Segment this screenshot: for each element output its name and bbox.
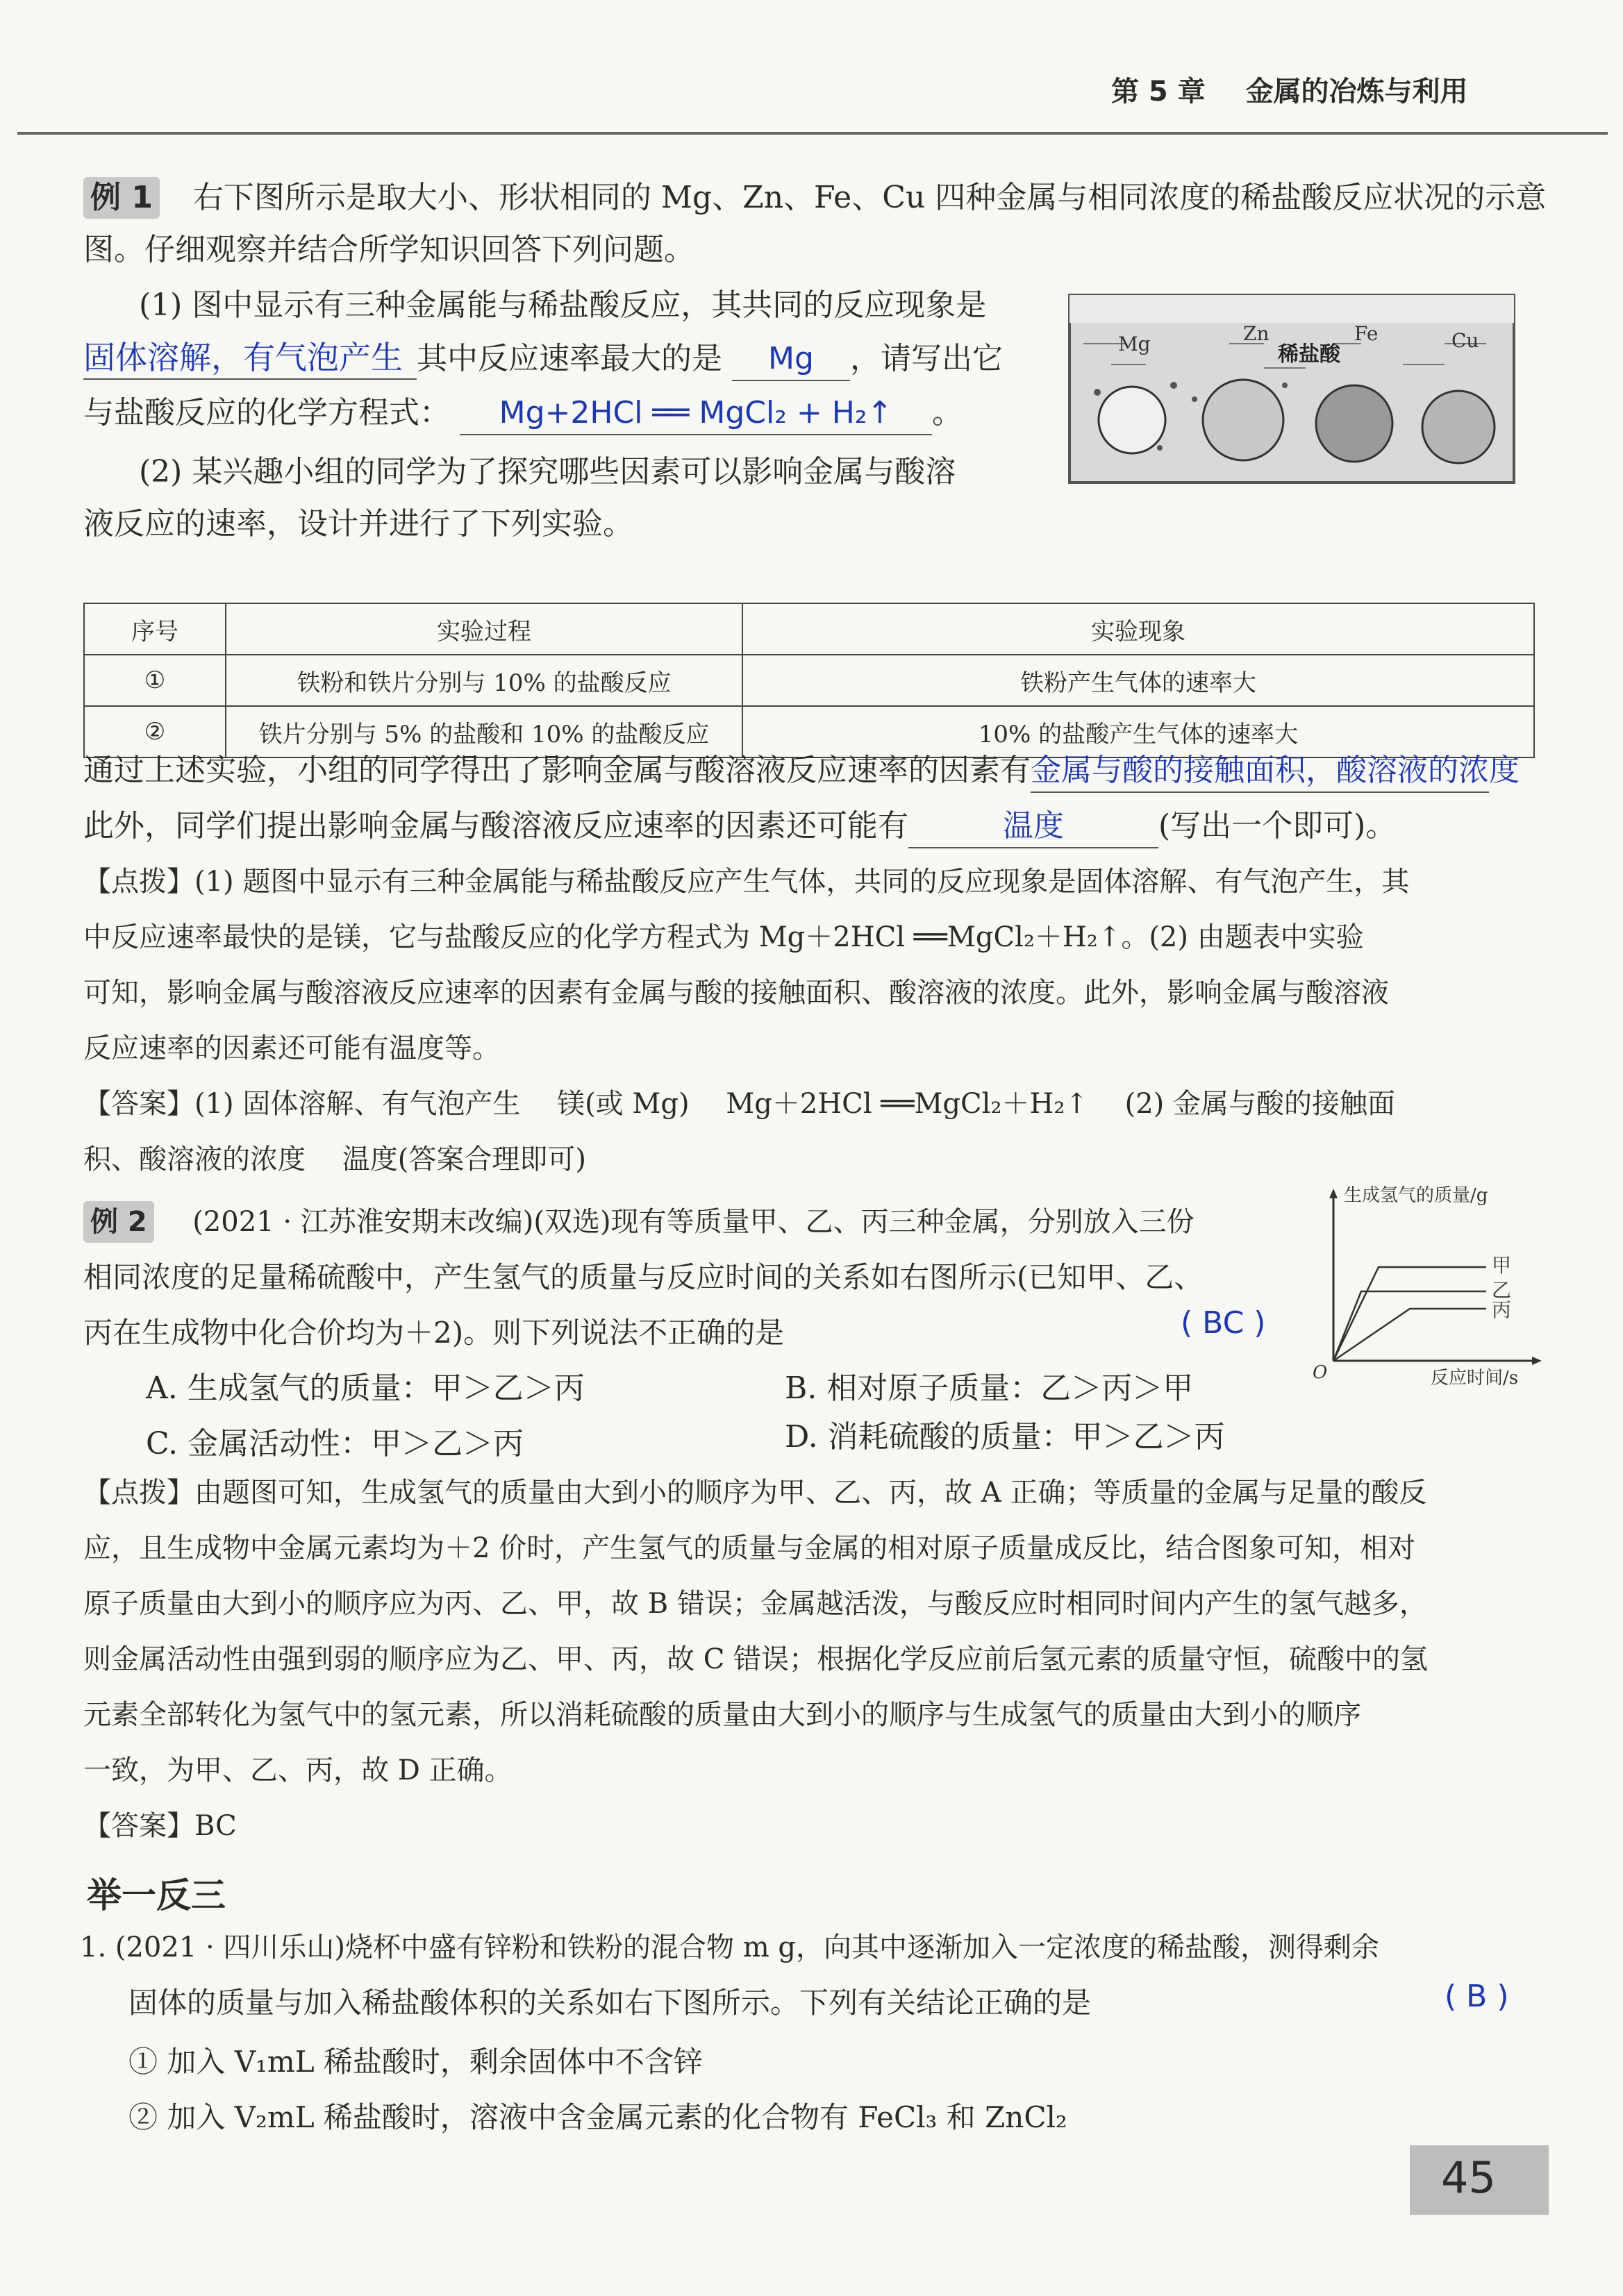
table-header: 序号 xyxy=(84,603,226,655)
ex1-q1-text4: 与盐酸反应的化学方程式： xyxy=(83,395,450,430)
series-bing-label: 丙 xyxy=(1492,1298,1512,1321)
x-axis-arrow-icon xyxy=(1532,1357,1542,1365)
ex1-answer-factors: 金属与酸的接触面积，酸溶液的浓度 xyxy=(1031,750,1489,793)
practice-q1-line1: 1. (2021 · 四川乐山)烧杯中盛有锌粉和铁粉的混合物 m g，向其中逐渐加入一定浓度的稀盐酸，测得剩余 xyxy=(80,1932,1379,1963)
table-header: 实验现象 xyxy=(742,603,1534,655)
ex1-intro1: 右下图所示是取大小、形状相同的 Mg、Zn、Fe、Cu 四种金属与相同浓度的稀盐酸反应状况的示意 xyxy=(192,180,1547,215)
graph-ylabel: 生成氢气的质量/g xyxy=(1344,1185,1488,1206)
experiment-table xyxy=(83,603,1535,758)
ex1-label: 例 1 xyxy=(83,177,160,219)
ex1-q1-text5: 。 xyxy=(932,395,963,430)
ex1-q1-line3 xyxy=(83,392,963,435)
ex1-q1-text3: ，请写出它 xyxy=(850,341,1003,376)
ex1-q1-text2: 其中反应速率最大的是 xyxy=(417,341,722,376)
ex2-tip-line3: 原子质量由大到小的顺序应为丙、乙、甲，故 B 错误；金属越活泼，与酸反应时相同时间内产生的氢气越多， xyxy=(83,1588,1427,1620)
practice-item-1: ① 加入 V₁mL 稀盐酸时，剩余固体中不含锌 xyxy=(128,2045,703,2079)
table-header: 实验过程 xyxy=(226,603,742,655)
fe-cartoon-icon xyxy=(1316,385,1392,462)
ex1-tip-line3: 可知，影响金属与酸溶液反应速率的因素有金属与酸的接触面积、酸溶液的浓度。此外，影响金属与酸溶液 xyxy=(83,977,1389,1009)
mg-cartoon-icon xyxy=(1099,387,1165,453)
series-bing-line xyxy=(1333,1309,1486,1361)
ex2-label: 例 2 xyxy=(83,1201,154,1243)
ex1-q2-conclusion2 xyxy=(83,805,1396,848)
ex2-stem-line3: 丙在生成物中化合价均为＋2)。则下列说法不正确的是 xyxy=(83,1316,785,1350)
ex2-answer-text: BC xyxy=(194,1810,237,1842)
ex2-tip-label: 【点拨】 xyxy=(83,1477,194,1509)
ex2-tip-line4: 则金属活动性由强到弱的顺序应为乙、甲、丙，故 C 错误；根据化学反应前后氢元素的质量守恒，硫酸中的氢 xyxy=(83,1643,1429,1675)
ex2-stem-text: (2021 · 江苏淮安期末改编)(双选)现有等质量甲、乙、丙三种金属，分别放入三份 xyxy=(192,1206,1195,1238)
table-cell: ① xyxy=(84,655,226,706)
ex1-answer-equation: Mg+2HCl ══ MgCl₂ + H₂↑ xyxy=(460,392,932,435)
header-rule xyxy=(17,132,1608,135)
practice-q1-answer: ( B ) xyxy=(1445,1979,1509,2014)
graph-origin: O xyxy=(1313,1362,1328,1383)
ex2-tip-line1 xyxy=(83,1472,1426,1514)
ex2-stem-line1 xyxy=(83,1201,1195,1243)
cu-cartoon-icon xyxy=(1422,391,1495,463)
ex1-tip-line4: 反应速率的因素还可能有温度等。 xyxy=(83,1032,500,1064)
ex1-q2-text-c: (写出一个即可)。 xyxy=(1158,808,1397,844)
ex1-answer-temperature: 温度 xyxy=(908,805,1158,848)
y-axis-arrow-icon xyxy=(1329,1189,1338,1198)
hydrogen-graph xyxy=(1313,1180,1549,1389)
ex2-tip-line2: 应，且生成物中金属元素均为＋2 价时，产生氢气的质量与金属的相对原子质量成反比，结合图象可知，相对 xyxy=(83,1532,1416,1564)
chapter-title: 金属的冶炼与利用 xyxy=(1245,76,1468,108)
beaker-label-fe: Fe xyxy=(1354,322,1379,345)
practice-item-2: ② 加入 V₂mL 稀盐酸时，溶液中含金属元素的化合物有 FeCl₃ 和 ZnCl₂ xyxy=(128,2100,1067,2134)
beaker-liquid-label: 稀盐酸 xyxy=(1278,342,1340,367)
practice-q1-line2: 固体的质量与加入稀盐酸体积的关系如右下图所示。下列有关结论正确的是 xyxy=(128,1986,1092,2020)
ex1-q2-text-b: 此外，同学们提出影响金属与酸溶液反应速率的因素还可能有 xyxy=(83,808,908,844)
ex1-tip-text: (1) 题图中显示有三种金属能与稀盐酸反应产生气体，共同的反应现象是固体溶解、有气泡产生，其 xyxy=(194,866,1410,898)
ex1-tip-label: 【点拨】 xyxy=(83,866,194,898)
series-yi-line xyxy=(1333,1291,1486,1361)
beaker-illustration xyxy=(1056,281,1528,489)
table-cell: 铁粉产生气体的速率大 xyxy=(742,655,1534,706)
series-jia-label: 甲 xyxy=(1492,1254,1512,1277)
ex1-q1-line1: (1) 图中显示有三种金属能与稀盐酸反应，其共同的反应现象是 xyxy=(139,287,987,323)
chapter-label: 第 5 章 xyxy=(1111,76,1206,108)
beaker-label-mg: Mg xyxy=(1118,333,1151,355)
ex1-answer-line1 xyxy=(83,1083,1395,1125)
ex1-intro-line1 xyxy=(83,177,1546,219)
ex2-stem-line2: 相同浓度的足量稀硫酸中，产生氢气的质量与反应时间的关系如右图所示(已知甲、乙、 xyxy=(83,1260,1204,1294)
ex1-q2-conclusion1 xyxy=(83,750,1520,793)
ex2-tip-line6: 一致，为甲、乙、丙，故 D 正确。 xyxy=(83,1754,513,1786)
ex2-option-d: D. 消耗硫酸的质量：甲＞乙＞丙 xyxy=(785,1419,1225,1455)
ex2-tip-text: 由题图可知，生成氢气的质量由大到小的顺序为甲、乙、丙，故 A 正确；等质量的金属与足量的酸反 xyxy=(194,1477,1427,1509)
table-cell: ② xyxy=(84,706,226,757)
ex2-option-b: B. 相对原子质量：乙＞丙＞甲 xyxy=(785,1371,1194,1406)
ex1-q2-line1: (2) 某兴趣小组的同学为了探究哪些因素可以影响金属与酸溶 xyxy=(139,454,956,489)
zn-cartoon-icon xyxy=(1203,380,1283,460)
table-row xyxy=(84,655,1534,706)
page-number: 45 xyxy=(1441,2152,1496,2203)
ex2-answer-label: 【答案】 xyxy=(83,1810,194,1842)
practice-title: 举一反三 xyxy=(87,1875,226,1916)
table-cell: 10% 的盐酸产生气体的速率大 xyxy=(742,706,1534,757)
ex1-answer-text: (1) 固体溶解、有气泡产生 镁(或 Mg) Mg＋2HCl ══MgCl₂＋H₂↑ (2) 金属与酸的接触面 xyxy=(194,1088,1395,1120)
ex2-tip-line5: 元素全部转化为氢气中的氢元素，所以消耗硫酸的质量由大到小的顺序与生成氢气的质量由大到小的顺序 xyxy=(83,1699,1361,1731)
ex1-q1-line2 xyxy=(83,337,1003,381)
ex1-answer-phenomenon: 固体溶解，有气泡产生 xyxy=(83,337,417,380)
ex1-answer-label: 【答案】 xyxy=(83,1088,194,1120)
ex1-tip-line1 xyxy=(83,861,1409,903)
ex1-q2-line2: 液反应的速率，设计并进行了下列实验。 xyxy=(83,506,633,542)
ex1-intro2: 图。仔细观察并结合所学知识回答下列问题。 xyxy=(83,232,694,267)
ex1-q2-text-a: 通过上述实验，小组的同学得出了影响金属与酸溶液反应速率的因素有 xyxy=(83,753,1031,788)
header xyxy=(1111,69,1468,109)
series-jia-line xyxy=(1333,1267,1486,1361)
ex2-option-a: A. 生成氢气的质量：甲＞乙＞丙 xyxy=(146,1371,585,1406)
ex2-answer-line xyxy=(83,1805,237,1847)
ex1-tip-line2: 中反应速率最快的是镁，它与盐酸反应的化学方程式为 Mg＋2HCl ══MgCl₂＋H₂↑。(2) 由题表中实验 xyxy=(83,921,1364,953)
graph-xlabel: 反应时间/s xyxy=(1431,1368,1519,1389)
ex1-answer-fastest: Mg xyxy=(732,338,850,381)
table-header-row xyxy=(84,603,1534,655)
ex1-answer-line2: 积、酸溶液的浓度 温度(答案合理即可) xyxy=(83,1143,586,1175)
ex2-answer-hand: ( BC ) xyxy=(1181,1305,1266,1341)
beaker-label-zn: Zn xyxy=(1243,322,1270,345)
beaker-rim xyxy=(1069,295,1514,323)
beaker-label-cu: Cu xyxy=(1451,329,1479,352)
table-cell: 铁片分别与 5% 的盐酸和 10% 的盐酸反应 xyxy=(226,706,742,757)
series-yi-label: 乙 xyxy=(1492,1279,1512,1302)
ex2-option-c: C. 金属活动性：甲＞乙＞丙 xyxy=(146,1426,524,1461)
table-cell: 铁粉和铁片分别与 10% 的盐酸反应 xyxy=(226,655,742,706)
